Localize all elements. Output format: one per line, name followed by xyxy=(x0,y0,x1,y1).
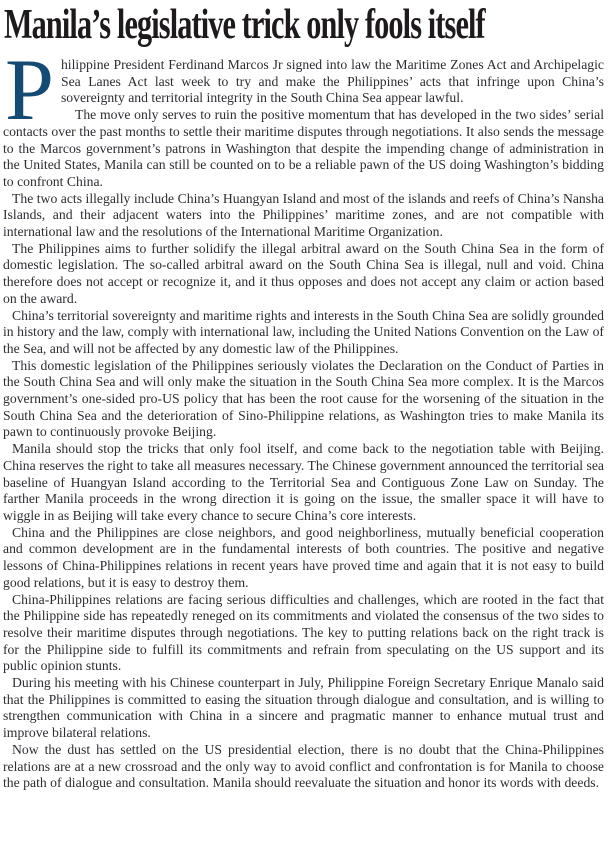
article-paragraph: During his meeting with his Chinese counterpart in July, Philippine Foreign Secretary Enrique Manalo said that the Philippines is committed to easing the situation through dialogue and consultation, and is willing to strengthen communication with China in a sincere and pragmatic manner to enhance mutual trust and improve bilateral relations. xyxy=(3,675,604,741)
article-paragraph: The two acts illegally include China’s Huangyan Island and most of the islands and reefs of China’s Nansha Islands, and their adjacent waters into the Philippines’ maritime zones, and are not compatible with international law and the resolutions of the International Maritime Organization. xyxy=(3,190,604,240)
drop-cap-letter: P xyxy=(5,42,54,139)
lead-paragraph-text: hilippine President Ferdinand Marcos Jr signed into law the Maritime Zones Act and Archipelagic Sea Lanes Act last week to try and make the Philippines’ acts that infringe upon China’s sovereignty and territorial integrity in the South China Sea appear lawful. xyxy=(60,57,604,106)
article-paragraph: This domestic legislation of the Philippines seriously violates the Declaration on the Conduct of Parties in the South China Sea and will only make the situation in the South China Sea more complex. It is the Marcos government’s one-sided pro-US policy that has been the root cause for the worsening of the situation in the South China Sea and the deterioration of Sino-Philippine relations, as Washington tries to make Manila its pawn to continuously provoke Beijing. xyxy=(3,357,604,440)
article-paragraph: Manila should stop the tricks that only fool itself, and come back to the negotiation table with Beijing. China reserves the right to take all measures necessary. The Chinese government announced the territorial sea baseline of Huangyan Island according to the Territorial Sea and Contiguous Zone Law on Sunday. The farther Manila proceeds in the wrong direction it is going on the issue, the smaller space it will have to wiggle in as Beijing will take every chance to secure China’s core interests. xyxy=(3,441,604,523)
article-paragraph: Now the dust has settled on the US presidential election, there is no doubt that the China-Philippines relations are at a new crossroad and the only way to avoid conflict and confrontation is for Manila to choose the path of dialogue and consultation. Manila should reevaluate the situation and honor its words with deeds. xyxy=(3,741,604,791)
lead-paragraph xyxy=(3,42,604,139)
article-paragraph: China-Philippines relations are facing serious difficulties and challenges, which are rooted in the fact that the Philippine side has repeatedly reneged on its commitments and violated the consensus of the two sides to resolve their maritime disputes through negotiations. The key to putting relations back on the right track is for the Philippine side to fulfill its commitments and refrain from speculating on the US support and its public opinion stunts. xyxy=(3,591,604,674)
article-paragraph: China’s territorial sovereignty and maritime rights and interests in the South China Sea are solidly grounded in history and the law, comply with international law, including the United Nations Convention on the Law of the Sea, and will not be affected by any domestic law of the Philippines. xyxy=(3,307,604,356)
article-title xyxy=(3,2,604,48)
article-paragraph: The move only serves to ruin the positive momentum that has developed in the two sides’ serial contacts over the past months to settle their maritime disputes through negotiations. It also sends the message to the Marcos government’s patrons in Washington that despite the impending change of administration in the United States, Manila can still be counted on to be a reliable pawn of the US doing Washington’s bidding to confront China. xyxy=(3,107,604,189)
article-body xyxy=(3,42,604,792)
article-title-text: Manila’s legislative trick only fools itself xyxy=(4,2,485,48)
article-paragraph: China and the Philippines are close neighbors, and good neighborliness, mutually beneficial cooperation and common development are in the fundamental interests of both countries. The positive and negative lessons of China-Philippines relations in recent years have proved time and again that it is not easy to build good relations, but it is easy to destroy them. xyxy=(3,524,604,590)
article-paragraph: The Philippines aims to further solidify the illegal arbitral award on the South China Sea in the form of domestic legislation. The so-called arbitral award on the South China Sea is illegal, null and void. China therefore does not accept or recognize it, and it thus opposes and does not accept any claim or action based on the award. xyxy=(3,240,604,306)
